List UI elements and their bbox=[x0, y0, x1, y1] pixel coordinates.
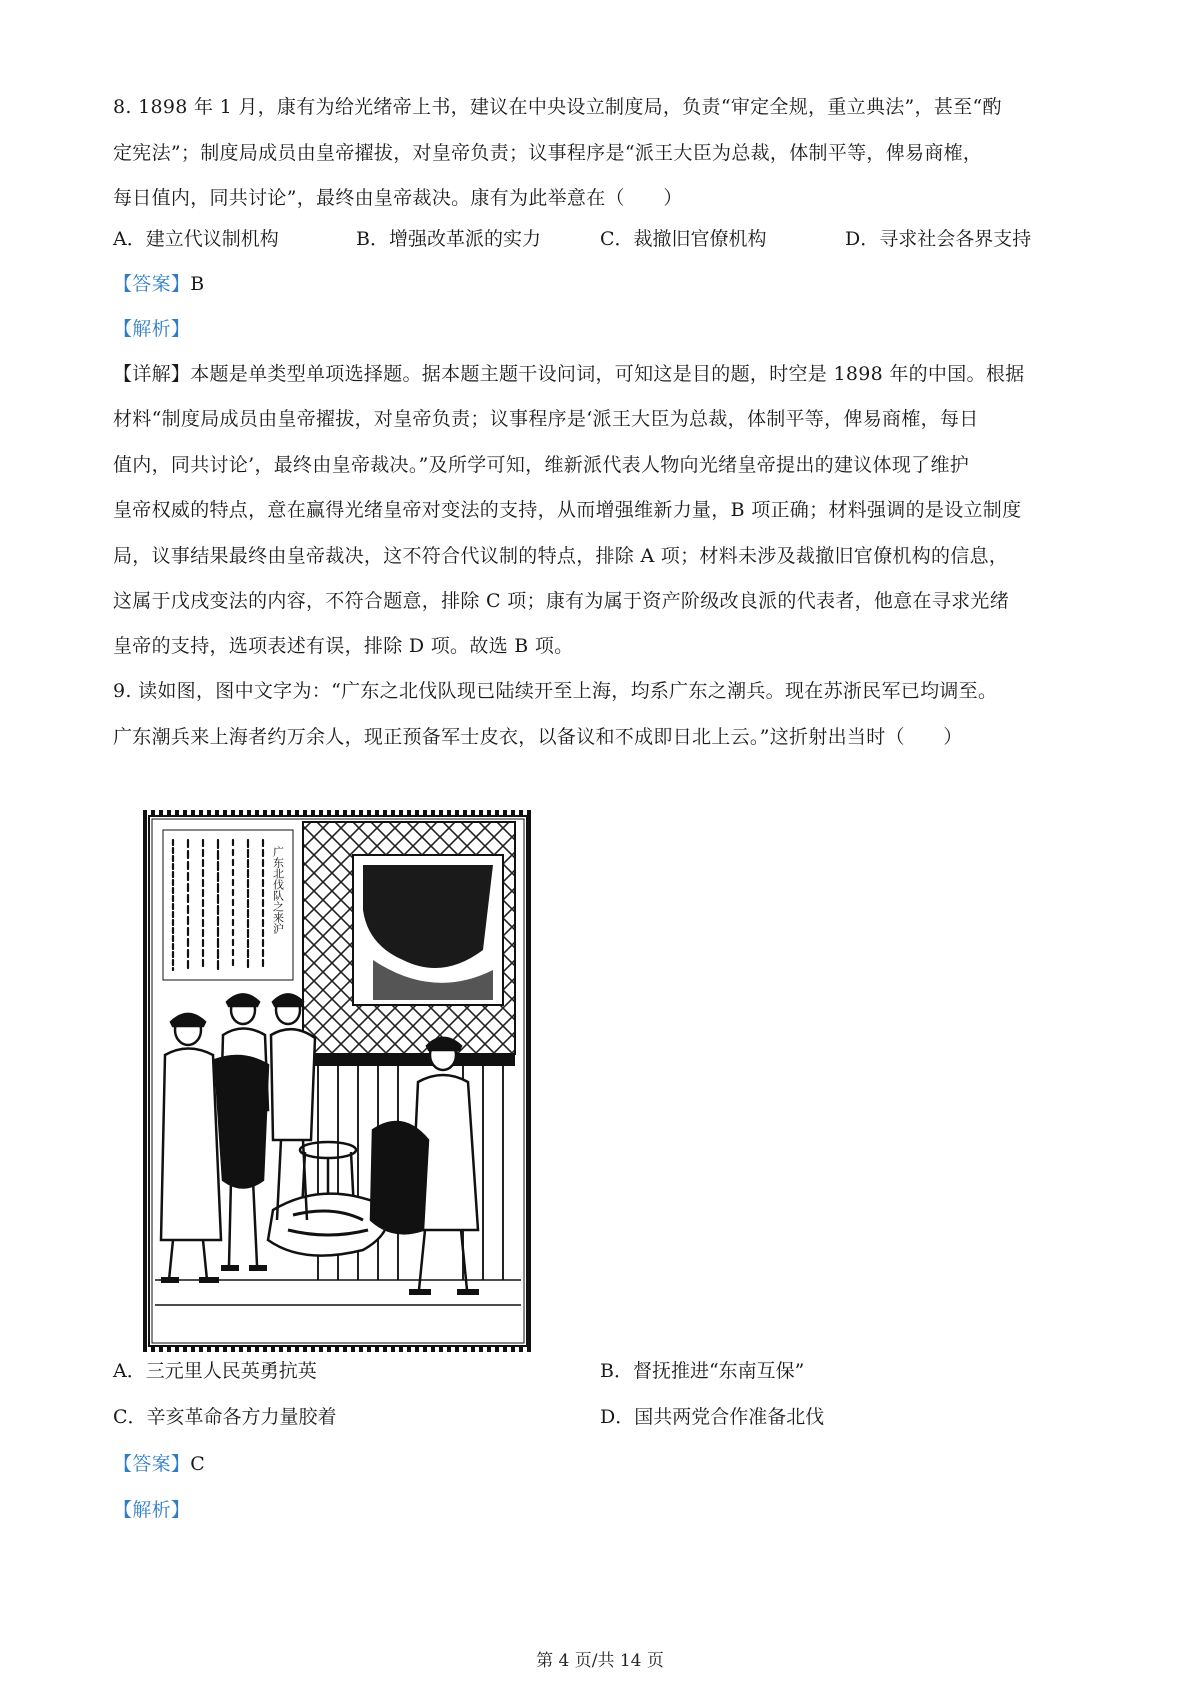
q9-option-d: D．国共两党合作准备北伐 bbox=[600, 1406, 825, 1428]
q9-option-b: B．督抚推进“东南互保” bbox=[600, 1360, 805, 1382]
q8-option-d: D．寻求社会各界支持 bbox=[845, 228, 1032, 250]
q8-detail-line-1 bbox=[113, 361, 1024, 387]
q8-answer bbox=[113, 271, 204, 297]
historical-woodcut-illustration bbox=[143, 810, 533, 1352]
q9-analysis-label: 【解析】 bbox=[113, 1499, 191, 1521]
q8-stem-line-2: 定宪法”；制度局成员由皇帝擢拔，对皇帝负责；议事程序是“派王大臣为总裁，体制平等，俾易商榷， bbox=[113, 142, 983, 164]
q9-answer-value: C bbox=[190, 1453, 206, 1475]
q8-detail-line-5: 局，议事结果最终由皇帝裁决，这不符合代议制的特点，排除 A 项；材料未涉及裁撤旧官僚机构的信息， bbox=[113, 545, 1009, 567]
q8-detail-line-7: 皇帝的支持，选项表述有误，排除 D 项。故选 B 项。 bbox=[113, 635, 574, 657]
q8-detail-text-1: 本题是单类型单项选择题。据本题主题干设问词，可知这是目的题，时空是 1898 年的中国。根据 bbox=[190, 363, 1025, 385]
q8-option-b: B．增强改革派的实力 bbox=[356, 228, 541, 250]
q8-detail-line-4: 皇帝权威的特点，意在赢得光绪皇帝对变法的支持，从而增强维新力量，B 项正确；材料强调的是设立制度 bbox=[113, 499, 1022, 521]
q8-detail-label: 【详解】 bbox=[113, 363, 191, 385]
q8-stem-line-1: 8. 1898 年 1 月，康有为给光绪帝上书，建议在中央设立制度局，负责“审定全规，重立典法”，甚至“酌 bbox=[113, 96, 1002, 118]
q8-stem-line-3: 每日值内，同共讨论”，最终由皇帝裁决。康有为此举意在（ ） bbox=[113, 187, 683, 209]
q8-detail-line-6: 这属于戊戌变法的内容，不符合题意，排除 C 项；康有为属于资产阶级改良派的代表者，他意在寻求光绪 bbox=[113, 590, 1010, 612]
q9-answer bbox=[113, 1451, 205, 1477]
q9-stem-line-1: 9. 读如图，图中文字为：“广东之北伐队现已陆续开至上海，均系广东之潮兵。现在苏浙民军已均调至。 bbox=[113, 680, 998, 702]
q8-answer-value: B bbox=[190, 273, 205, 295]
q8-analysis-label: 【解析】 bbox=[113, 318, 191, 340]
q8-answer-label: 【答案】 bbox=[113, 273, 191, 295]
q9-option-c: C．辛亥革命各方力量胶着 bbox=[113, 1406, 337, 1428]
q8-option-c: C．裁撤旧官僚机构 bbox=[600, 228, 767, 250]
page-number-footer: 第 4 页/共 14 页 bbox=[536, 1651, 664, 1671]
q8-detail-line-2: 材料“制度局成员由皇帝擢拔，对皇帝负责；议事程序是‘派王大臣为总裁，体制平等，俾易商榷，每日 bbox=[113, 408, 979, 430]
q8-option-a: A．建立代议制机构 bbox=[113, 228, 279, 250]
woodcut-caption: 广东北伐队之来沪 bbox=[271, 846, 285, 934]
q8-detail-line-3: 值内，同共讨论’，最终由皇帝裁决。”及所学可知，维新派代表人物向光绪皇帝提出的建议体现了维护 bbox=[113, 454, 970, 476]
q9-answer-label: 【答案】 bbox=[113, 1453, 191, 1475]
q9-option-a: A．三元里人民英勇抗英 bbox=[113, 1360, 317, 1382]
q9-stem-line-2: 广东潮兵来上海者约万余人，现正预备军士皮衣，以备议和不成即日北上云。”这折射出当时（ ） bbox=[113, 726, 963, 748]
